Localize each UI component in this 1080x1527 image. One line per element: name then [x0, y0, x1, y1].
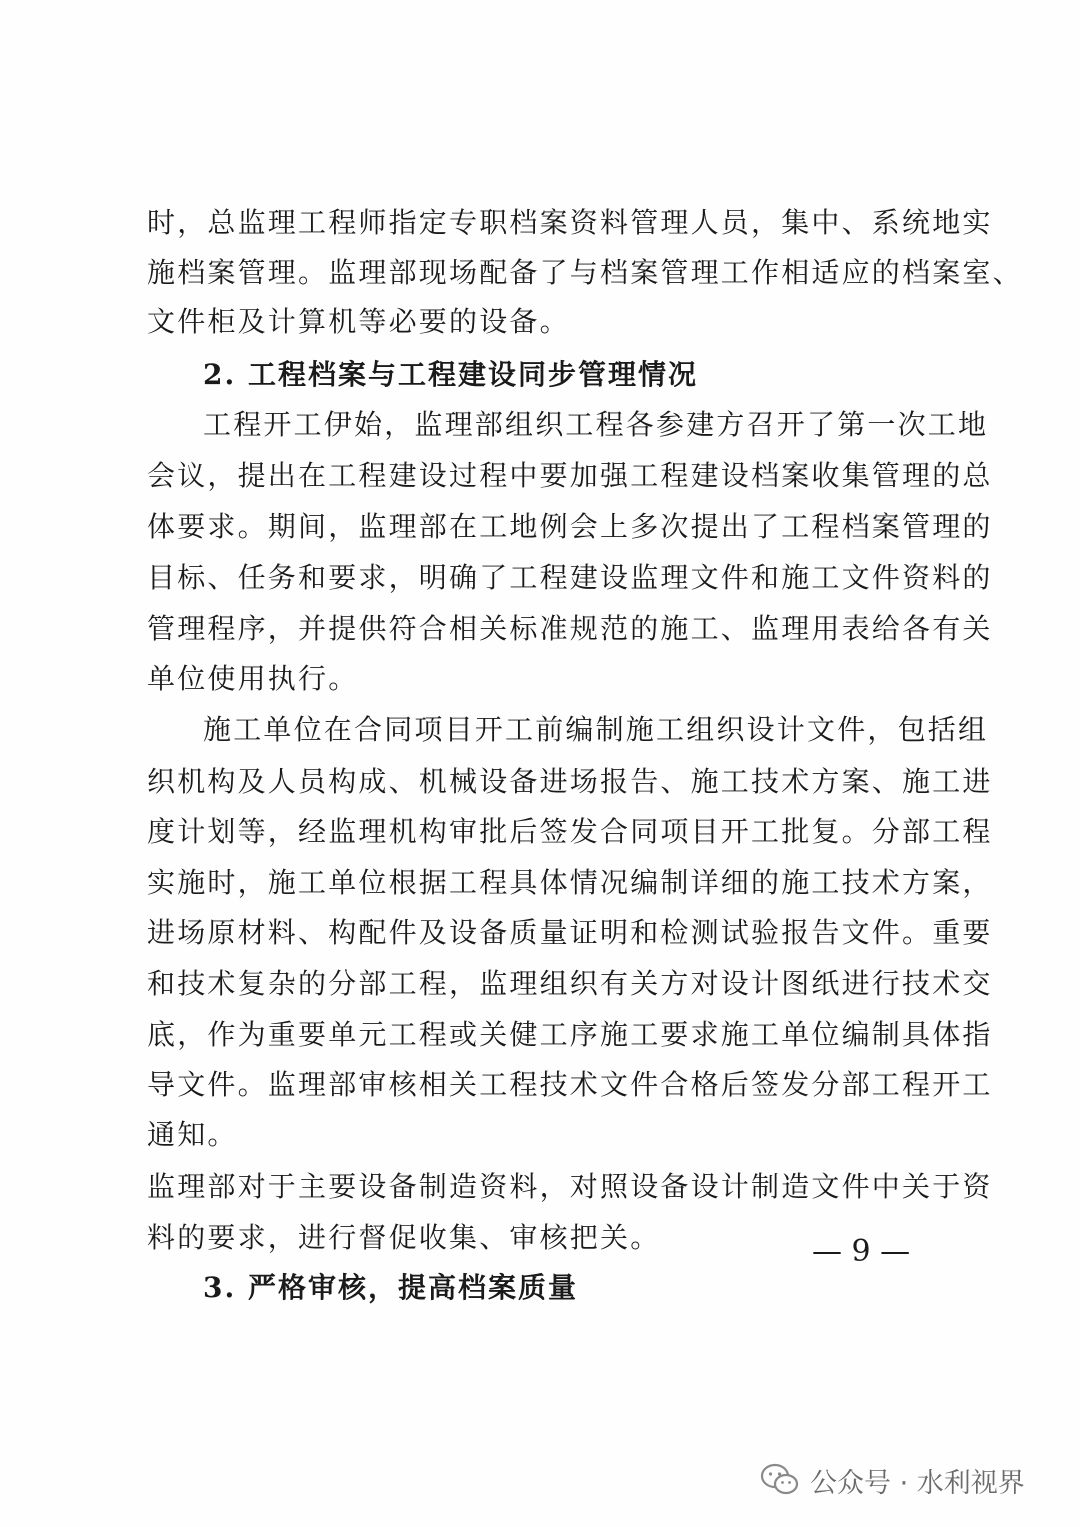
body-line: 监理部对于主要设备制造资料，对照设备设计制造文件中关于资	[147, 1170, 993, 1203]
body-line: 文件柜及计算机等必要的设备。	[147, 305, 570, 338]
body-line: 底，作为重要单元工程或关健工序施工要求施工单位编制具体指	[147, 1018, 993, 1051]
body-line: 和技术复杂的分部工程，监理组织有关方对设计图纸进行技术交	[147, 967, 993, 1000]
body-line: 目标、任务和要求，明确了工程建设监理文件和施工文件资料的	[147, 561, 993, 594]
watermark-text: 公众号 · 水利视界	[810, 1467, 1025, 1499]
page-number: — 9 —	[812, 1234, 911, 1269]
body-line: 料的要求，进行督促收集、审核把关。	[147, 1221, 661, 1254]
body-line: 体要求。期间，监理部在工地例会上多次提出了工程档案管理的	[147, 510, 993, 543]
body-line: 织机构及人员构成、机械设备进场报告、施工技术方案、施工进	[147, 765, 993, 798]
body-line: 导文件。监理部审核相关工程技术文件合格后签发分部工程开工	[147, 1068, 993, 1101]
section-heading: 2. 工程档案与工程建设同步管理情况	[203, 358, 698, 391]
watermark	[760, 1458, 1025, 1502]
wechat-icon	[760, 1463, 800, 1497]
body-line: 工程开工伊始，监理部组织工程各参建方召开了第一次工地	[203, 408, 989, 441]
body-line: 实施时，施工单位根据工程具体情况编制详细的施工技术方案，	[147, 866, 993, 899]
body-line: 会议，提出在工程建设过程中要加强工程建设档案收集管理的总	[147, 459, 993, 492]
body-line: 时，总监理工程师指定专职档案资料管理人员，集中、系统地实	[147, 206, 993, 239]
body-line: 度计划等，经监理机构审批后签发合同项目开工批复。分部工程	[147, 815, 993, 848]
body-line: 进场原材料、构配件及设备质量证明和检测试验报告文件。重要	[147, 916, 993, 949]
body-line: 施档案管理。监理部现场配备了与档案管理工作相适应的档案室、	[147, 256, 1023, 289]
body-line: 施工单位在合同项目开工前编制施工组织设计文件，包括组	[203, 713, 989, 746]
body-line: 单位使用执行。	[147, 662, 359, 695]
body-line: 通知。	[147, 1118, 238, 1151]
section-heading: 3. 严格审核，提高档案质量	[203, 1271, 578, 1304]
body-line: 管理程序，并提供符合相关标准规范的施工、监理用表给各有关	[147, 612, 993, 645]
